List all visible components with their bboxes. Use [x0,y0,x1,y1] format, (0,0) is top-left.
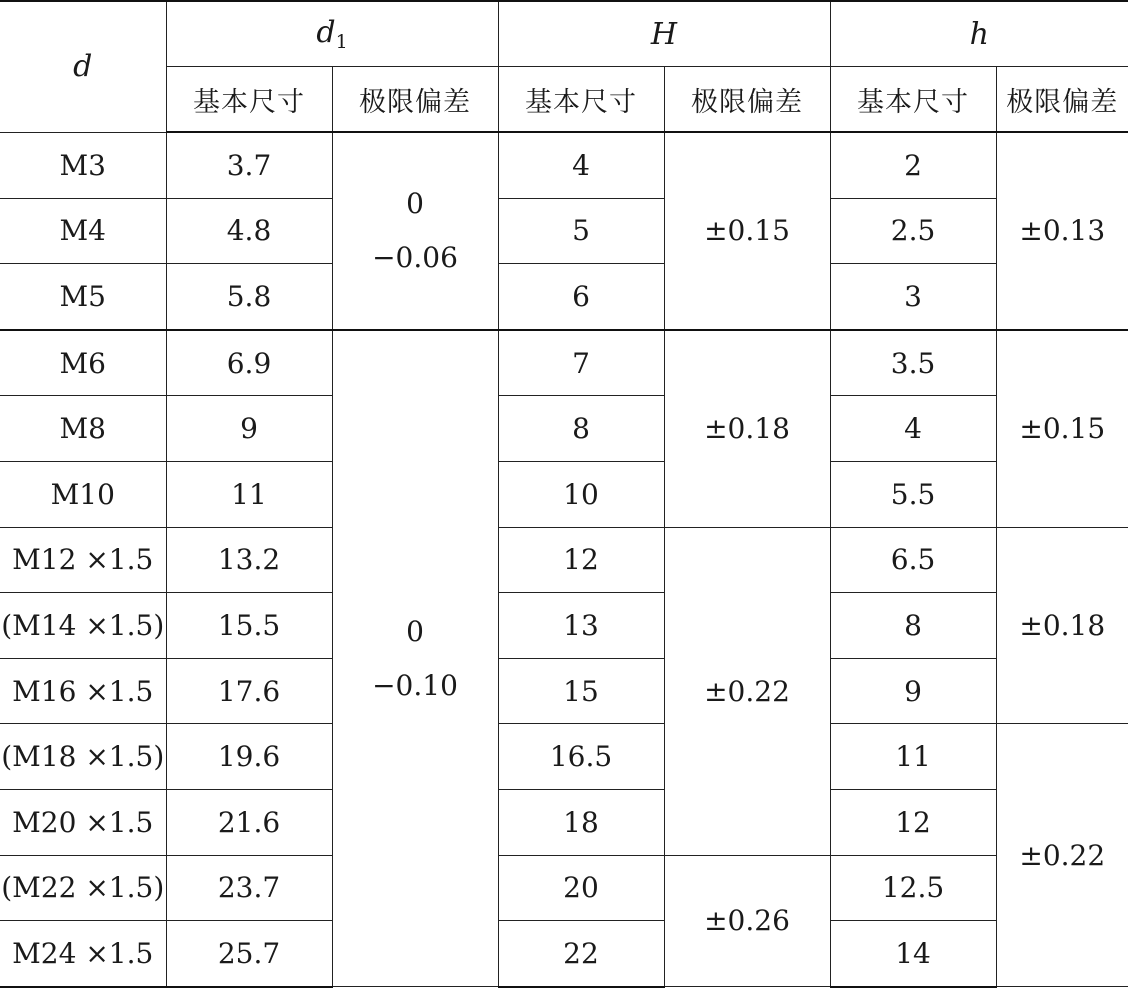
cell-h: 8 [830,593,996,659]
cell-H: 15 [498,658,664,724]
cell-h-tolerance: ±0.18 [996,527,1128,724]
cell-h: 3 [830,264,996,330]
cell-d1: 11 [166,461,332,527]
cell-d: M16 ×1.5 [0,658,166,724]
cell-h: 3.5 [830,330,996,396]
cell-h: 4 [830,396,996,462]
cell-d: M5 [0,264,166,330]
table-row [0,789,1128,855]
cell-d1: 23.7 [166,855,332,921]
table-row [0,593,1128,659]
cell-d1: 25.7 [166,921,332,987]
cell-d: M4 [0,198,166,264]
cell-d1: 21.6 [166,789,332,855]
cell-h-tolerance: ±0.22 [996,724,1128,987]
table-row [0,527,1128,593]
header-h: h [830,1,1128,67]
cell-H: 13 [498,593,664,659]
cell-d: M10 [0,461,166,527]
cell-h: 9 [830,658,996,724]
header-h-basic: 基本尺寸 [830,67,996,133]
cell-h: 5.5 [830,461,996,527]
header-H: H [498,1,830,67]
cell-d1: 3.7 [166,132,332,198]
cell-h: 11 [830,724,996,790]
cell-H-tolerance: ±0.15 [664,132,830,330]
header-d1-basic: 基本尺寸 [166,67,332,133]
table-row [0,658,1128,724]
table-row [0,461,1128,527]
cell-d: (M22 ×1.5) [0,855,166,921]
header-d1: $d_1$ [166,1,498,67]
table-row [0,855,1128,921]
cell-H: 6 [498,264,664,330]
cell-H-tolerance: ±0.22 [664,527,830,855]
header-d1-tolerance: 极限偏差 [332,67,498,133]
cell-H: 5 [498,198,664,264]
cell-H-tolerance: ±0.18 [664,330,830,527]
cell-H: 22 [498,921,664,987]
cell-d1: 19.6 [166,724,332,790]
table-row [0,724,1128,790]
cell-d: M12 ×1.5 [0,527,166,593]
cell-h-tolerance: ±0.13 [996,132,1128,330]
cell-H: 16.5 [498,724,664,790]
cell-H: 4 [498,132,664,198]
cell-h-tolerance: ±0.15 [996,330,1128,527]
cell-d: (M14 ×1.5) [0,593,166,659]
table-row [0,396,1128,462]
cell-d1: 4.8 [166,198,332,264]
cell-d: M6 [0,330,166,396]
cell-d1: 13.2 [166,527,332,593]
cell-h: 6.5 [830,527,996,593]
cell-d1: 15.5 [166,593,332,659]
cell-d: M3 [0,132,166,198]
cell-d: M20 ×1.5 [0,789,166,855]
cell-h: 14 [830,921,996,987]
cell-H-tolerance: ±0.26 [664,855,830,987]
cell-H: 8 [498,396,664,462]
header-d: d [0,1,166,132]
cell-d1: 9 [166,396,332,462]
header-h-tolerance: 极限偏差 [996,67,1128,133]
cell-h: 12.5 [830,855,996,921]
cell-d: M8 [0,396,166,462]
cell-d1-tolerance: 0 −0.06 [332,132,498,330]
header-H-tolerance: 极限偏差 [664,67,830,133]
cell-h: 2 [830,132,996,198]
cell-H: 12 [498,527,664,593]
header-row-2 [0,67,1128,133]
cell-d: M24 ×1.5 [0,921,166,987]
table-row [0,132,1128,198]
cell-d1: 5.8 [166,264,332,330]
header-row-1 [0,1,1128,67]
cell-h: 2.5 [830,198,996,264]
cell-H: 10 [498,461,664,527]
cell-H: 18 [498,789,664,855]
cell-d1-tolerance: 0 −0.10 [332,330,498,987]
cell-H: 20 [498,855,664,921]
cell-d1: 17.6 [166,658,332,724]
header-H-basic: 基本尺寸 [498,67,664,133]
cell-h: 12 [830,789,996,855]
table-row [0,921,1128,987]
cell-d1: 6.9 [166,330,332,396]
table-row [0,198,1128,264]
cell-d: (M18 ×1.5) [0,724,166,790]
table-row [0,264,1128,330]
cell-H: 7 [498,330,664,396]
table-row [0,330,1128,396]
